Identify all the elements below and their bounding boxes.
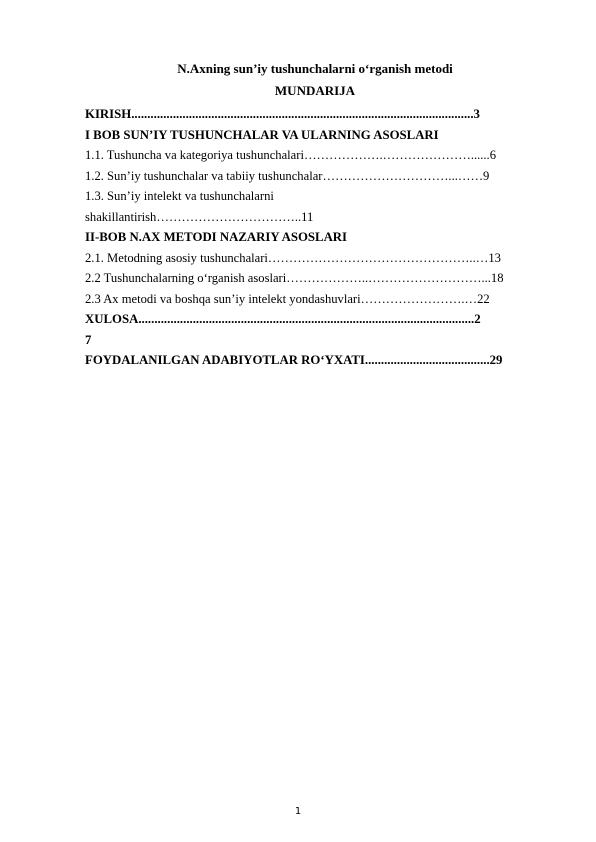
page-number: 1 [294, 806, 302, 817]
toc-entry-xulosa-page: 7 [85, 332, 92, 347]
toc-entry-chapter-2: II-BOB N.AX METODI NAZARIY ASOSLARI [85, 230, 348, 244]
toc-entry-kirish: KIRISH...........................................................................................................3 [85, 107, 480, 121]
document-title: N.Axning sun’iy tushunchalarni o‘rganish metodi [177, 61, 453, 76]
toc-entry-2-1: 2.1. Metodning asosiy tushunchalari…………………………………………..…13 [85, 250, 501, 265]
table-of-contents [85, 104, 565, 371]
toc-entry-1-2: 1.2. Sun’iy tushunchalar va tabiiy tushunchalar…………………………...……9 [85, 168, 490, 183]
toc-entry-chapter-1: I BOB SUN’IY TUSHUNCHALAR VA ULARNING ASOSLARI [85, 127, 439, 142]
toc-entry-1-1: 1.1. Tushuncha va kategoriya tushunchalari……………….…………………......6 [85, 148, 497, 162]
toc-entry-2-3: 2.3 Ax metodi va boshqa sun’iy intelekt yondashuvlari…………………….…22 [85, 291, 490, 306]
toc-entry-1-3: 1.3. Sun’iy intelekt va tushunchalarni [85, 189, 274, 203]
table-of-contents-heading: MUNDARIJA [274, 83, 356, 98]
toc-entry-xulosa: XULOSA.........................................................................................................2 [85, 312, 481, 326]
toc-entry-references: FOYDALANILGAN ADABIYOTLAR RO‘YXATI.......................................29 [85, 353, 503, 367]
toc-entry-2-2: 2.2 Tushunchalarning o‘rganish asoslari………………..………………………...18 [85, 271, 504, 285]
toc-entry-1-3-continued: shakillantirish……………………………..11 [85, 209, 314, 224]
